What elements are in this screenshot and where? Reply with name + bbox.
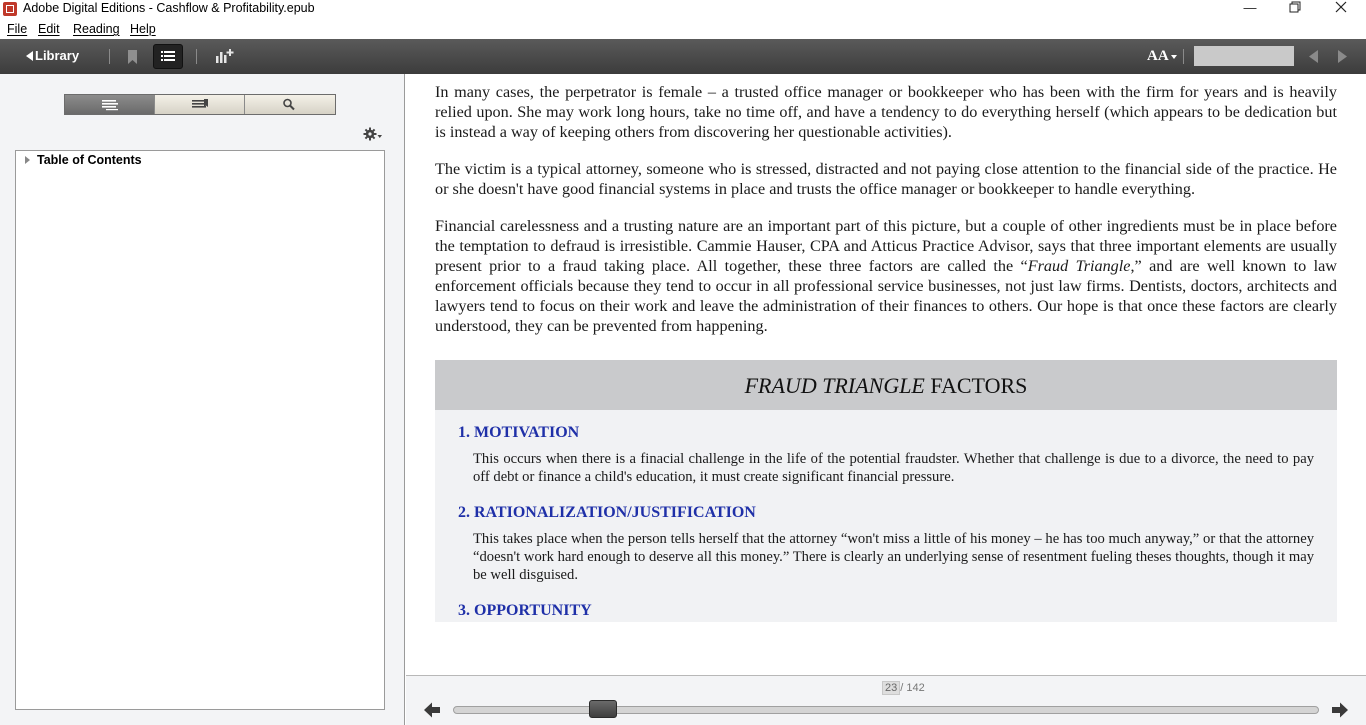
library-button[interactable] — [26, 47, 79, 65]
tab-table-of-contents[interactable] — [65, 95, 155, 114]
page-navigation-bar — [406, 675, 1366, 725]
toc-tab-icon — [65, 95, 155, 114]
paragraph: In many cases, the perpetrator is female – a trusted office manager or bookkeeper who has been with the firm for years and is heavily relied upon. She may work long hours, take no time off, and have a tendency to do everything herself (which appears to be dedication but is instead a way of keeping others from discovering her questionable activities). — [435, 83, 1337, 141]
box-title-italic: FRAUD TRIANGLE — [744, 373, 925, 398]
expand-triangle-icon[interactable] — [25, 156, 30, 164]
toolbar-divider — [109, 49, 110, 64]
previous-result-button[interactable] — [1299, 44, 1329, 69]
total-pages: 142 — [906, 682, 925, 694]
paragraph-italic-text: Fraud Triangle — [1027, 257, 1131, 275]
next-page-button[interactable] — [1331, 701, 1349, 719]
title-bar — [0, 0, 1366, 20]
bookmark-button[interactable] — [118, 44, 148, 69]
toolbar-divider — [1183, 49, 1184, 64]
list-view-icon — [154, 45, 182, 68]
chevron-down-icon — [1171, 55, 1177, 59]
bookmark-icon — [118, 44, 148, 69]
box-title — [435, 360, 1337, 410]
toolbar-divider — [196, 49, 197, 64]
paragraph-text: ,” and are well known to law enforcement officials because they tend to occur in all professional service businesses, not just law firms. Dentists, doctors, architects and lawyers tend to focus on their work and leave the administration of their finances to others. Our hope is that once these factors are clearly understood, they can be prevented from happening. — [435, 257, 1337, 335]
triangle-right-icon — [1328, 44, 1358, 69]
minimize-icon[interactable]: — — [1243, 0, 1257, 15]
page-slider-thumb[interactable] — [589, 700, 617, 718]
toc-view-button[interactable] — [153, 44, 183, 69]
font-size-label: AA — [1147, 48, 1169, 64]
library-label: Library — [35, 48, 80, 63]
page-separator: / — [900, 682, 904, 694]
paragraph-text: Financial carelessness and a trusting nature are an important part of this picture, but a couple of other ingredients must be in place before the temptation to defraud is irresistible. Cammie Hauser, CPA and Atticus Practice Advisor, says that three important elements are usually present prior to a fraud taking place. All together, these three factors are called the “ — [435, 217, 1337, 275]
app-icon — [3, 2, 17, 16]
gear-icon — [362, 126, 384, 142]
toolbar — [0, 39, 1366, 74]
factor-heading: 2. RATIONALIZATION/JUSTIFICATION — [458, 504, 756, 521]
search-input[interactable] — [1194, 46, 1294, 66]
fraud-triangle-box — [435, 360, 1337, 622]
page-slider-track[interactable] — [453, 706, 1319, 714]
menu-reading[interactable]: Reading — [73, 22, 120, 36]
tab-bookmarks[interactable] — [155, 95, 245, 114]
menu-bar — [0, 20, 1366, 39]
toc-tree — [15, 150, 385, 710]
search-tab-icon — [245, 95, 335, 114]
paragraph: The victim is a typical attorney, someone who is stressed, distracted and not paying close attention to the financial side of the practice. He or she doesn't have good financial systems in place and trusts the office manager or bookkeeper to handle everything. — [435, 160, 1337, 198]
back-triangle-icon — [26, 51, 33, 61]
menu-file[interactable]: File — [7, 22, 28, 36]
next-result-button[interactable] — [1328, 44, 1358, 69]
add-chart-button[interactable] — [209, 44, 239, 69]
restore-icon[interactable] — [1272, 0, 1318, 20]
tab-search[interactable] — [245, 95, 335, 114]
previous-page-button[interactable] — [423, 701, 441, 719]
factor-heading: 1. MOTIVATION — [458, 424, 580, 441]
panel-settings-button[interactable] — [362, 126, 384, 142]
font-size-button[interactable] — [1147, 48, 1177, 65]
arrow-left-icon — [423, 701, 441, 719]
close-icon[interactable] — [1318, 0, 1364, 20]
menu-help[interactable]: Help — [130, 22, 156, 36]
factor-heading: 3. OPPORTUNITY — [458, 602, 592, 619]
current-page-field[interactable]: 23 — [882, 681, 900, 695]
paragraph — [435, 216, 1337, 336]
factor-body: This occurs when there is a finacial challenge in the life of the potential fraudster. Whether that challenge is due to a divorce, the need to pay off debt or finance a child's education, it must create significant financial pressure. — [473, 451, 1314, 485]
left-panel — [0, 74, 405, 725]
window-title: Adobe Digital Editions - Cashflow & Profitability.epub — [23, 1, 315, 15]
menu-edit[interactable]: Edit — [38, 22, 60, 36]
triangle-left-icon — [1299, 44, 1329, 69]
box-title-rest: FACTORS — [924, 373, 1028, 398]
arrow-right-icon — [1331, 701, 1349, 719]
book-content — [435, 82, 1337, 353]
reader-pane — [406, 74, 1366, 675]
panel-tabs — [64, 94, 336, 115]
bookmarks-tab-icon — [155, 95, 245, 114]
toc-root-item[interactable]: Table of Contents — [37, 153, 142, 167]
factor-body: This takes place when the person tells herself that the attorney “won't miss a little of his money – he has too much anyway,” or that the attorney “doesn't work hard enough to deserve all this money.” There is clearly an underlying sense of resentment fueling theses thoughts, though it may be well disguised. — [473, 531, 1314, 583]
add-chart-icon — [209, 44, 239, 69]
page-indicator — [882, 681, 925, 695]
